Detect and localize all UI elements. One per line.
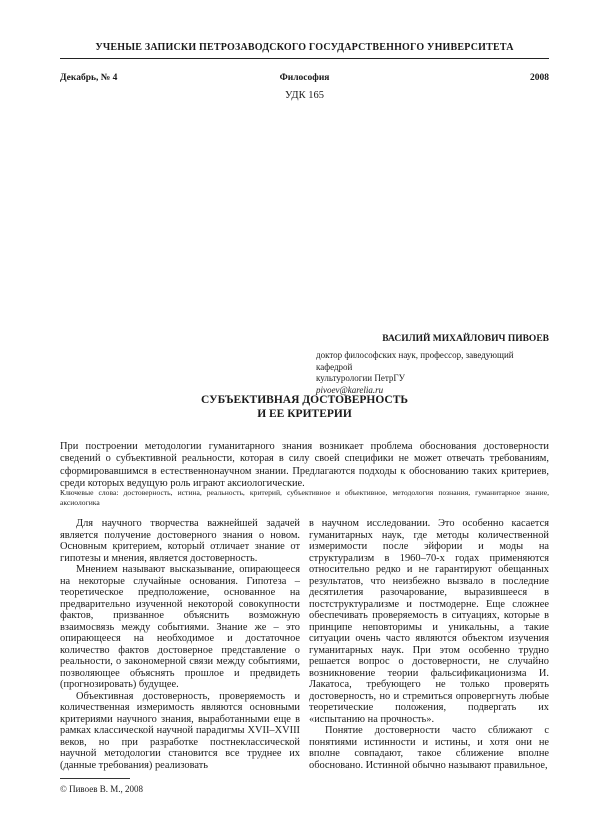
journal-title: УЧЕНЫЕ ЗАПИСКИ ПЕТРОЗАВОДСКОГО ГОСУДАРСТВЕННОГО УНИВЕРСИТЕТА [95, 42, 514, 53]
footnote-divider [60, 778, 130, 779]
udk-code: УДК 165 [285, 90, 324, 101]
issue-year: 2008 [530, 73, 549, 83]
title-line-1: СУБЪЕКТИВНАЯ ДОСТОВЕРНОСТЬ [200, 394, 409, 406]
header-divider [60, 58, 549, 59]
body-column-left [60, 518, 300, 771]
paragraph: Понятие достоверности часто сближают с понятиями истинности и истины, и хотя они не вполне совпадают, такое сближение вполне обосновано. Истинной обычно называют правильное, [309, 725, 549, 771]
paragraph: Объективная достоверность, проверяемость и количественная измеримость являются основными критериями научного знания, выработанными еще в рамках классической научной парадигмы XVII–XVIII веков, но при разработке постнеклассической научной методологии становится все труднее их (данные требования) реализовать [60, 690, 300, 771]
paragraph: Для научного творчества важнейшей задачей является получение достоверного знания о новом. Основным критерием, который отличает знание от гипотезы и мнения, является достоверность. [60, 518, 300, 564]
author-affiliation [316, 350, 549, 396]
affiliation-line-2: культурологии ПетрГУ [316, 373, 405, 383]
author-name: ВАСИЛИЙ МИХАЙЛОВИЧ ПИВОЕВ [382, 334, 549, 344]
section-name: Философия [279, 73, 330, 83]
paragraph: в научном исследовании. Это особенно касается гуманитарных наук, где методы количественной измеримости после эйфории и моды на структурализм в 1960–70-х годах применяются относительно редко и не гарантируют обещанных результатов, что неизбежно вызвало в последние десятилетия разочарование, выразившееся в постструктурализме и постмодерне. Еще сложнее обеспечивать проверяемость в ситуациях, которые в принципе неповторимы и уникальны, а такие ситуации очень часто являются объектом изучения гуманитарных наук. При этом особенно трудно решается вопрос о достоверности, не случайно возникновение теории фальсификационизма И. Лакатоса, требующего не только проверять достоверность, но и стремиться опровергнуть любые теоретические положения, подвергать их «испытанию на прочность». [309, 518, 549, 725]
article-title [0, 393, 609, 421]
paragraph: Мнением называют высказывание, опирающееся на некоторые случайные основания. Гипотеза – теоретическое предположение, основанное на предварительно изученной некоторой совокупности фактов, призванное объяснить возможную взаимосвязь между событиями. Знание же – это опирающееся на необходимое и достаточное количество фактов достоверное представление о реальности, о закономерной связи между событиями, позволяющее объяснять прошлое и предвидеть (прогнозировать) будущее. [60, 564, 300, 690]
copyright: © Пивоев В. М., 2008 [60, 784, 143, 794]
abstract: При построении методологии гуманитарного знания возникает проблема обоснования достоверности сведений о субъективной реальности, которая в силу своей специфики не может отвечать требованиям, сформировавшимся в естественнонаучном знании. Предлагаются подходы к обоснованию таких критериев, среди которых ведущую роль играют аксиологические. [60, 441, 549, 489]
affiliation-line-1: доктор философских наук, профессор, заведующий кафедрой [316, 350, 514, 372]
issue-number: Декабрь, № 4 [60, 73, 118, 83]
title-line-2: И ЕЕ КРИТЕРИИ [257, 408, 352, 420]
author-email[interactable]: pivoev@karelia.ru [316, 384, 384, 395]
keywords: Ключевые слова: достоверность, истина, реальность, критерий, субъективное и объективное, методология познания, гуманитарное знание, аксиологика [60, 488, 549, 507]
body-column-right [309, 518, 549, 771]
